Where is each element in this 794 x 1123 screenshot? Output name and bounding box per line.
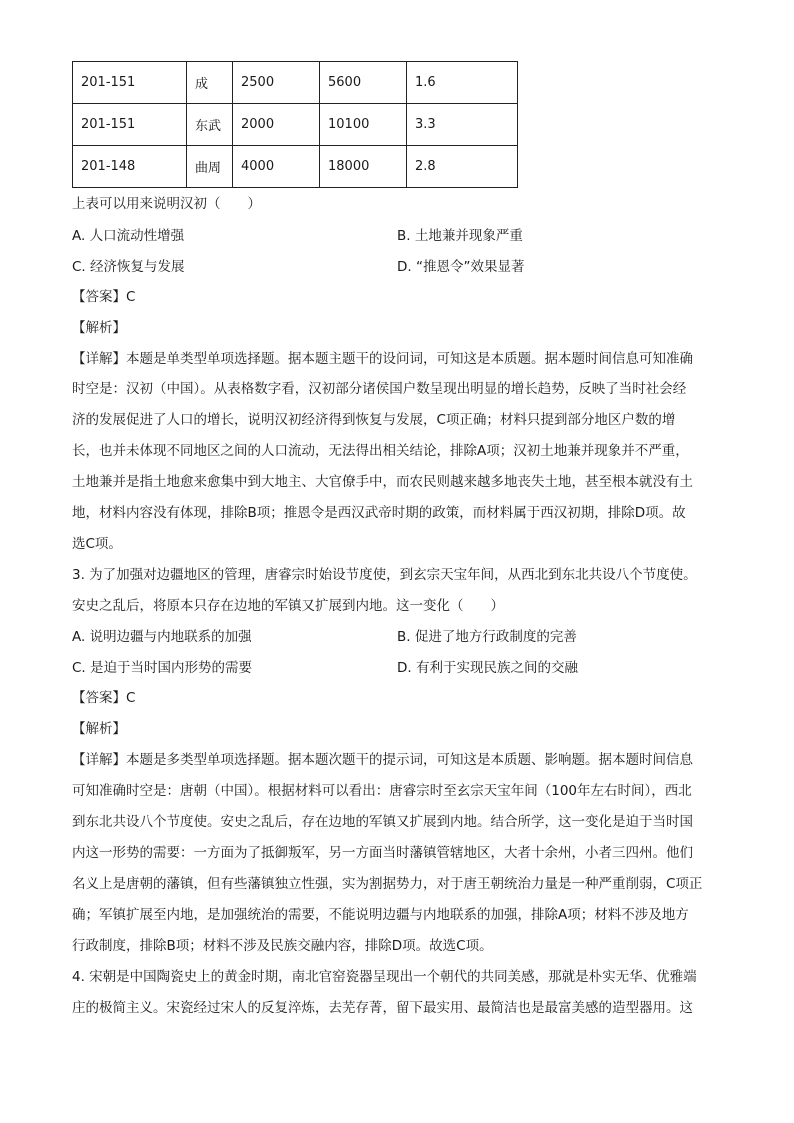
q3-stem-line: 安史之乱后，将原本只存在边地的军镇又扩展到内地。这一变化（ ） xyxy=(72,598,504,614)
q3-stem-line: 3. 为了加强对边疆地区的管理，唐睿宗时始设节度使，到玄宗天宝年间，从西北到东北共设八个节度使。 xyxy=(72,567,697,583)
q2-option-d: D. “推恩令”效果显著 xyxy=(397,259,525,275)
q3-analysis-line: 名义上是唐朝的藩镇，但有些藩镇独立性强，实为割据势力，对于唐王朝统治力量是一种严重削弱，C项正 xyxy=(72,876,703,892)
table-cell: 201-151 xyxy=(73,62,187,104)
q2-option-c: C. 经济恢复与发展 xyxy=(72,259,185,275)
table-cell: 曲周 xyxy=(187,146,233,188)
q2-analysis-line: 地，材料内容没有体现，排除B项；推恩令是西汉武帝时期的政策，而材料属于西汉初期，排除D项。故 xyxy=(72,505,686,521)
q3-analysis-line: 行政制度，排除B项；材料不涉及民族交融内容，排除D项。故选C项。 xyxy=(72,938,493,954)
table-cell: 4000 xyxy=(233,146,320,188)
q2-analysis-label: 【解析】 xyxy=(72,320,126,336)
q3-analysis-line: 到东北共设八个节度使。安史之乱后，存在边地的军镇又扩展到内地。结合所学，这一变化是迫于当时国 xyxy=(72,814,693,830)
table-row xyxy=(73,104,518,146)
q4-stem-line: 4. 宋朝是中国陶瓷史上的黄金时期，南北官窑瓷器呈现出一个朝代的共同美感，那就是朴实无华、优雅端 xyxy=(72,969,697,985)
table-cell: 10100 xyxy=(320,104,407,146)
table-cell: 2500 xyxy=(233,62,320,104)
table-cell: 成 xyxy=(187,62,233,104)
q3-analysis-line: 【详解】本题是多类型单项选择题。据本题次题干的提示词，可知这是本质题、影响题。据本题时间信息 xyxy=(72,752,693,768)
table-cell: 3.3 xyxy=(407,104,518,146)
q2-analysis-line: 土地兼并是指土地愈来愈集中到大地主、大官僚手中，而农民则越来越多地丧失土地，甚至根本就没有土 xyxy=(72,474,693,490)
table-row xyxy=(73,62,518,104)
q3-analysis-line: 可知准确时空是：唐朝（中国）。根据材料可以看出：唐睿宗时至玄宗天宝年间（100年左右时间），西北 xyxy=(72,783,692,799)
q3-analysis-line: 确；军镇扩展至内地，是加强统治的需要，不能说明边疆与内地联系的加强，排除A项；材料不涉及地方 xyxy=(72,907,689,923)
q3-option-a: A. 说明边疆与内地联系的加强 xyxy=(72,629,252,645)
table-cell: 2.8 xyxy=(407,146,518,188)
q3-answer: 【答案】C xyxy=(72,690,136,706)
table-cell: 201-148 xyxy=(73,146,187,188)
q2-stem: 上表可以用来说明汉初（ ） xyxy=(72,196,261,212)
q2-analysis-line: 济的发展促进了人口的增长，说明汉初经济得到恢复与发展，C项正确；材料只提到部分地区户数的增 xyxy=(72,412,676,428)
table-row xyxy=(73,146,518,188)
q3-option-b: B. 促进了地方行政制度的完善 xyxy=(397,629,577,645)
table-cell: 5600 xyxy=(320,62,407,104)
q2-analysis-line: 长，也并未体现不同地区之间的人口流动，无法得出相关结论，排除A项；汉初土地兼并现象并不严重， xyxy=(72,443,689,459)
q2-option-a: A. 人口流动性增强 xyxy=(72,228,185,244)
q2-option-b: B. 土地兼并现象严重 xyxy=(397,228,523,244)
q2-answer: 【答案】C xyxy=(72,289,136,305)
q3-analysis-label: 【解析】 xyxy=(72,721,126,737)
q3-option-c: C. 是迫于当时国内形势的需要 xyxy=(72,660,253,676)
q4-stem-line: 庄的极简主义。宋瓷经过宋人的反复淬炼，去芜存菁，留下最实用、最简洁也是最富美感的造型器用。这 xyxy=(72,1000,693,1016)
table-cell: 201-151 xyxy=(73,104,187,146)
q2-analysis-line: 【详解】本题是单类型单项选择题。据本题主题干的设问词，可知这是本质题。据本题时间信息可知准确 xyxy=(72,351,693,367)
table-cell: 1.6 xyxy=(407,62,518,104)
q3-analysis-line: 内这一形势的需要：一方面为了抵御叛军，另一方面当时藩镇管辖地区，大者十余州，小者三四州。他们 xyxy=(72,845,693,861)
q2-analysis-line: 选C项。 xyxy=(72,536,122,552)
q3-option-d: D. 有利于实现民族之间的交融 xyxy=(397,660,578,676)
q2-analysis-line: 时空是：汉初（中国）。从表格数字看，汉初部分诸侯国户数呈现出明显的增长趋势，反映了当时社会经 xyxy=(72,381,687,397)
table-cell: 东武 xyxy=(187,104,233,146)
table-cell: 2000 xyxy=(233,104,320,146)
table-cell: 18000 xyxy=(320,146,407,188)
household-data-table xyxy=(72,61,518,188)
